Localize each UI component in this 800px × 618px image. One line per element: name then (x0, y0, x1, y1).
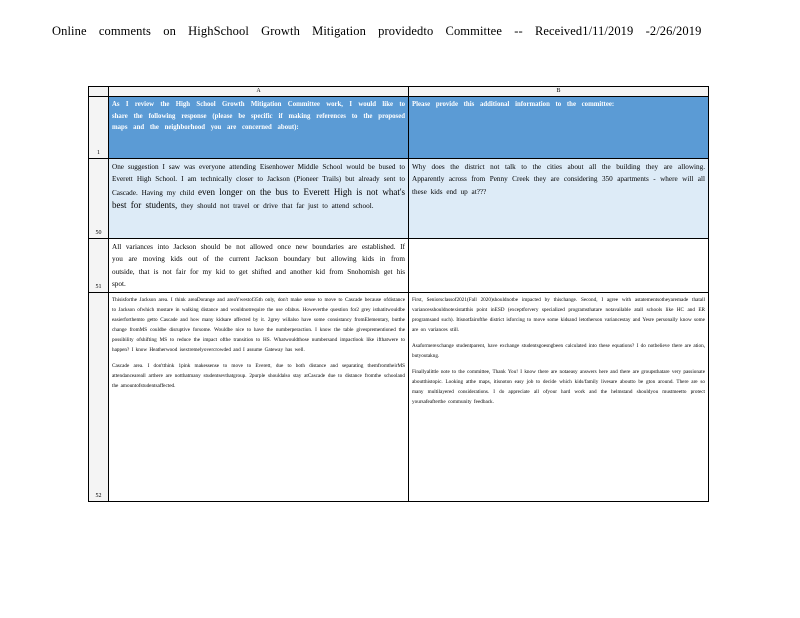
comments-sheet (88, 86, 709, 502)
comment-paragraph: Finallyalittle note to the committee, Thank You! I know there are notaeasy answers here and there are groupsthatare very passionate aboutthistopic. Looking atthe maps, itisnoton easy job to decide which kids/family livesare aboutto be gton around. There are so many multilayered considerations. I do appreciate all ofyour hard work and the helmstand shouldyou mustmeetto protect yoursafeafterthe community feedback. (412, 369, 705, 406)
comment-paragraph: First, Seniorsclassof2021(Fall 2020)shouldnotbe impacted by thischange. Second, I agree with astatementsotheyaremade thatall variancesshouldnotexistatthis point inESD (exceptforvery specialized programsthatare notavailable atall schools like HC and ER programsand such). Itisnotfairofthe district isforcing to move some kidsand letotherson variancestay and Yesre personally know some are on variances still. (412, 297, 705, 334)
column-header-b[interactable]: B (409, 87, 709, 97)
table-row-header (89, 97, 709, 159)
document-title: Online comments on HighSchool Growth Mitigation providedto Committee -- Received1/11/2019 -2/26/2019 (52, 24, 702, 38)
row-number[interactable]: 1 (89, 97, 109, 159)
row-number[interactable]: 52 (89, 293, 109, 502)
comment-cell-b[interactable] (409, 293, 709, 502)
comment-cell-b[interactable]: Why does the district not talk to the cities about all the building they are allowing. Apparently across from Penny Creek they are considering 350 apartments - where will all these kids end up at??? (409, 159, 709, 239)
header-cell-b[interactable]: Please provide this additional information to the committee: (409, 97, 709, 159)
row-number[interactable]: 50 (89, 159, 109, 239)
table-row (89, 293, 709, 502)
column-header-row (89, 87, 709, 97)
comment-paragraph: Thisisforthe Jackson area. I think areaDorange and areaYwestof35th only, don't make sense to move to Cascade because ofdistance to Jackson ofwhich mostare in walking distance and wouldnotrequire the use ofabus. Howeverthe question for2 grey isthatitwouldbe easierforthemto getto Cascade and how many kidsare affected by it. 2grey willalso have some consistancy fromElementary, butthe change fromMS couldbe disruptive forsome. Wouldbe nice to have the numberperaction. I know the table givesprementioned the possibility ofshifting MS to reduce the impact ofthe transition to HS. Whatwouldthose numbersand impactlook like ifthatwere to happen? I know Heatherwood isextremelyovercrowded and I assume Gateway has well. (112, 297, 405, 354)
table-row (89, 239, 709, 293)
row-number[interactable]: 51 (89, 239, 109, 293)
comment-text-emphasis: even longer on the bus to Everett High is not what's best for students, (112, 186, 405, 210)
comment-text: they should not travel or drive that far just to attend school. (181, 201, 374, 210)
sheet-corner (89, 87, 109, 97)
comment-cell-b[interactable] (409, 239, 709, 293)
header-cell-a[interactable]: As I review the High School Growth Mitigation Committee work, I would like to share the following response (please be specific if making references to the proposed maps and the neighborhood you are concerned about): (109, 97, 409, 159)
table-row (89, 159, 709, 239)
comment-cell-a[interactable]: All variances into Jackson should be not allowed once new boundaries are established. If you are moving kids out of the current Jackson boundary but allowing kids in from outside, that is not fair for my kid to get shifted and another kid from Snohomish get his spot. (109, 239, 409, 293)
comment-text: One suggestion I saw was everyone attending Eisenhower Middle School would be bused to Everett High School. I am technically closer to Jackson (Pioneer Trails) but already sent to Cascade. Having my child (112, 163, 405, 197)
comment-paragraph: Asaformerexchange studentparent, have exchange studentsgoesngbeen calculated into these equations? I do notbelieve there are ation, butyoutakng. (412, 343, 705, 360)
comment-cell-a[interactable] (109, 159, 409, 239)
comment-paragraph: Cascade area. I don'tthink 1pink makessense to move to Everett, due to both distance and separating themfromtheirMS attendanceareall arthere are notthatmany studentsevthatgroup. 2purple shouldalso stay atCascade due to distance fromthe schooland the amountofstudentsaffected. (112, 363, 405, 390)
comment-cell-a[interactable] (109, 293, 409, 502)
column-header-a[interactable]: A (109, 87, 409, 97)
